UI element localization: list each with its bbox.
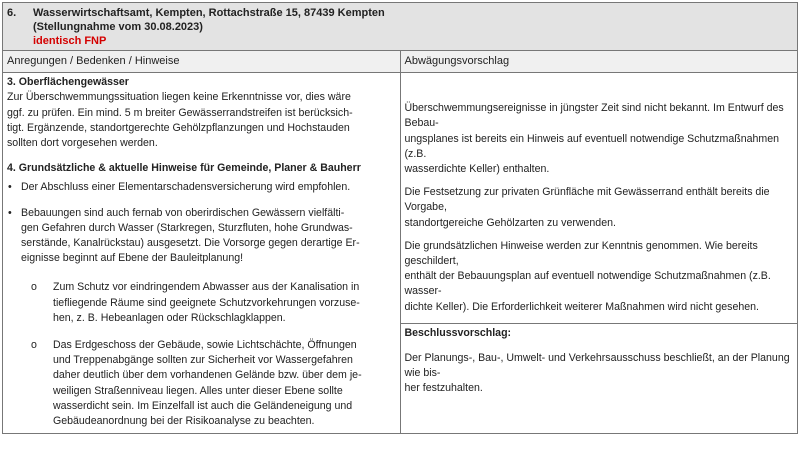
assessment-paragraph-3 [405, 239, 794, 315]
comments-cell [3, 73, 401, 434]
comment-table [2, 2, 798, 434]
resolution-text [405, 351, 794, 397]
text-line: ggf. zu prüfen. Ein mind. 5 m breiter Gewässerrandstreifen ist berücksich- [7, 106, 353, 119]
text-line: Überschwemmungsereignisse in jüngster Zeit sind nicht bekannt. Im Entwurf des Bebau- [404, 102, 784, 130]
text-line: dichte Keller). Die Erforderlichkeit weiterer Maßnahmen wird nicht gesehen. [404, 300, 759, 313]
header-cell [3, 3, 798, 51]
assessment-cell [400, 73, 798, 324]
section-3-title: 3. Oberflächengewässer [7, 76, 129, 89]
text-line: serstände, Kanalrückstau) ausgesetzt. Die Vorsorge gegen derartige Er- [21, 237, 360, 250]
bullet-item [7, 206, 396, 267]
assessment-paragraph-1 [405, 101, 794, 177]
text-line: Gebäudeanordnung bei der Risikoanalyse zu beachten. [53, 415, 315, 428]
text-line: wasserdicht sein. Im Einzelfall ist auch die Geländeneigung und [53, 399, 353, 412]
text-line: Zur Überschwemmungssituation liegen keine Erkenntnisse vor, dies wäre [7, 91, 351, 104]
sub-bullet-item [7, 338, 396, 429]
column-header-left: Anregungen / Bedenken / Hinweise [3, 51, 401, 73]
text-line: Der Planungs-, Bau-, Umwelt- und Verkehrsausschuss beschließt, an der Planung wie bis- [404, 352, 790, 380]
text-line: weiligen Straßenniveau liegen. Alles unter dieser Ebene sollte [53, 384, 343, 397]
text-line: tigt. Ergänzende, standortgerechte Gehölzpflanzungen und Hochstauden [7, 121, 350, 134]
text-line: her festzuhalten. [404, 382, 483, 395]
bullet-icon: • [8, 181, 12, 194]
statement-date: (Stellungnahme vom 30.08.2023) [33, 21, 203, 33]
text-line: Bebauungen sind auch fernab von oberirdischen Gewässern vielfälti- [21, 206, 345, 219]
circle-bullet-icon: o [31, 339, 37, 352]
text-line: Die Festsetzung zur privaten Grünfläche mit Gewässerrand enthält bereits die Vorgabe, [404, 186, 770, 214]
resolution-cell [400, 323, 798, 433]
text-line: eignisse beginnt auf Ebene der Bauleitplanung! [21, 252, 244, 265]
identical-note: identisch FNP [33, 35, 107, 47]
bullet-icon: • [8, 206, 12, 219]
circle-bullet-icon: o [31, 281, 37, 294]
text-line: standortgereiche Gehölzarten zu verwenden. [404, 216, 616, 229]
bullet-item [7, 180, 396, 195]
authority-name: Wasserwirtschaftsamt, Kempten, Rottachstraße 15, 87439 Kempten [33, 7, 385, 19]
text-line: sollten dort vorgesehen werden. [7, 137, 158, 150]
resolution-title: Beschlussvorschlag: [404, 326, 512, 339]
text-line: Zum Schutz vor eindringendem Abwasser aus der Kanalisation in [53, 281, 360, 294]
text-line: hen, z. B. Hebeanlagen oder Rückschlagklappen. [53, 311, 286, 324]
section-3-text [7, 90, 396, 151]
column-header-right: Abwägungsvorschlag [400, 51, 798, 73]
header-line-1 [7, 6, 793, 20]
item-number: 6. [7, 7, 17, 19]
text-line: gen Gefahren durch Wasser (Starkregen, Sturzfluten, hohe Grundwas- [21, 221, 353, 234]
text-line: ungsplanes ist bereits ein Hinweis auf eventuell notwendige Schutzmaßnahmen (z.B. [404, 132, 780, 160]
text-line: wasserdichte Keller) enthalten. [404, 163, 550, 176]
sub-bullet-item [7, 280, 396, 326]
text-line: und Treppenabgänge sollten zur Sicherheit vor Wassergefahren [53, 354, 353, 367]
text-line: enthält der Bebauungsplan auf eventuell notwendige Schutzmaßnahmen (z.B. wasser- [404, 270, 771, 298]
section-4-title: 4. Grundsätzliche & aktuelle Hinweise für Gemeinde, Planer & Bauherr [7, 162, 361, 175]
bullet-text: Der Abschluss einer Elementarschadensversicherung wird empfohlen. [21, 181, 351, 194]
text-line: tiefliegende Räume sind geeignete Schutzvorkehrungen vorzuse- [53, 296, 360, 309]
text-line: Die grundsätzlichen Hinweise werden zur Kenntnis genommen. Wie bereits geschildert, [404, 239, 758, 268]
text-line: Das Erdgeschoss der Gebäude, sowie Lichtschächte, Öffnungen [53, 339, 357, 352]
text-line: daher deutlich über dem vorhandenen Gelände bzw. über dem je- [53, 369, 362, 382]
assessment-paragraph-2 [405, 185, 794, 231]
